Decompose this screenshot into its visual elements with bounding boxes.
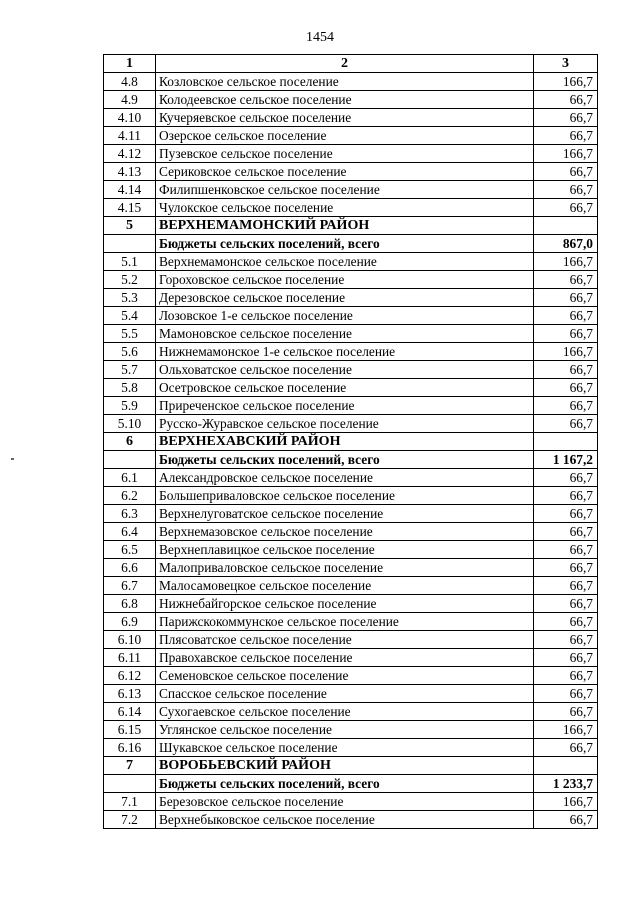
row-number: 4.9 — [104, 91, 156, 109]
row-number: 4.11 — [104, 127, 156, 145]
table-row — [104, 631, 598, 649]
row-number: 5.1 — [104, 253, 156, 271]
table-row — [104, 343, 598, 361]
settlement-name: Парижскокоммунское сельское поселение — [156, 613, 534, 631]
table-row — [104, 469, 598, 487]
table-row — [104, 523, 598, 541]
row-number: 6.8 — [104, 595, 156, 613]
settlement-name: Приреченское сельское поселение — [156, 397, 534, 415]
row-value: 66,7 — [534, 289, 598, 307]
total-value: 867,0 — [534, 235, 598, 253]
row-number: 5.2 — [104, 271, 156, 289]
table-row — [104, 685, 598, 703]
row-number: 6.7 — [104, 577, 156, 595]
row-value: 166,7 — [534, 145, 598, 163]
row-value: 66,7 — [534, 505, 598, 523]
settlement-name: Филипшенковское сельское поселение — [156, 181, 534, 199]
district-row — [104, 217, 598, 235]
settlement-name: Колодеевское сельское поселение — [156, 91, 534, 109]
row-number: 6.15 — [104, 721, 156, 739]
settlement-name: Нижнебайгорское сельское поселение — [156, 595, 534, 613]
row-value: 166,7 — [534, 343, 598, 361]
row-value: 66,7 — [534, 91, 598, 109]
table-row — [104, 811, 598, 829]
row-number: 7.2 — [104, 811, 156, 829]
row-value: 66,7 — [534, 199, 598, 217]
table-row — [104, 181, 598, 199]
row-number: 4.13 — [104, 163, 156, 181]
settlement-name: Ольховатское сельское поселение — [156, 361, 534, 379]
settlement-name: Кучеряевское сельское поселение — [156, 109, 534, 127]
row-value: 66,7 — [534, 649, 598, 667]
table-row — [104, 307, 598, 325]
table-row — [104, 541, 598, 559]
row-value: 66,7 — [534, 469, 598, 487]
table-row — [104, 721, 598, 739]
table-row — [104, 505, 598, 523]
table-row — [104, 289, 598, 307]
table-row — [104, 577, 598, 595]
row-number: 7.1 — [104, 793, 156, 811]
settlement-name: Пузевское сельское поселение — [156, 145, 534, 163]
settlement-name: Гороховское сельское поселение — [156, 271, 534, 289]
table-row — [104, 253, 598, 271]
settlement-name: Спасское сельское поселение — [156, 685, 534, 703]
row-value: 66,7 — [534, 613, 598, 631]
row-number: 4.15 — [104, 199, 156, 217]
table-row — [104, 613, 598, 631]
settlement-name: Углянское сельское поселение — [156, 721, 534, 739]
district-row — [104, 433, 598, 451]
settlement-name: Сериковское сельское поселение — [156, 163, 534, 181]
row-number — [104, 451, 156, 469]
settlement-name: Дерезовское сельское поселение — [156, 289, 534, 307]
table-body — [104, 55, 598, 829]
row-value: 66,7 — [534, 361, 598, 379]
table-row — [104, 595, 598, 613]
row-value: 66,7 — [534, 487, 598, 505]
row-value: 66,7 — [534, 181, 598, 199]
row-number: 5 — [104, 217, 156, 235]
budget-table — [103, 54, 598, 829]
settlement-name: Александровское сельское поселение — [156, 469, 534, 487]
table-row — [104, 397, 598, 415]
row-value — [534, 433, 598, 451]
row-number: 6.10 — [104, 631, 156, 649]
row-value: 166,7 — [534, 793, 598, 811]
scan-mark — [11, 458, 14, 460]
table-row — [104, 145, 598, 163]
row-value: 66,7 — [534, 127, 598, 145]
row-value: 66,7 — [534, 541, 598, 559]
row-number — [104, 775, 156, 793]
settlement-name: Большеприваловское сельское поселение — [156, 487, 534, 505]
table-row — [104, 163, 598, 181]
total-row — [104, 235, 598, 253]
total-value: 1 233,7 — [534, 775, 598, 793]
row-value: 66,7 — [534, 271, 598, 289]
row-value: 66,7 — [534, 559, 598, 577]
table-row — [104, 559, 598, 577]
row-number: 5.6 — [104, 343, 156, 361]
table-row — [104, 487, 598, 505]
row-value: 66,7 — [534, 685, 598, 703]
row-number: 6.14 — [104, 703, 156, 721]
row-number: 4.8 — [104, 73, 156, 91]
row-value: 66,7 — [534, 415, 598, 433]
row-number: 7 — [104, 757, 156, 775]
table-row — [104, 73, 598, 91]
row-number: 6.9 — [104, 613, 156, 631]
total-row — [104, 775, 598, 793]
table-row — [104, 649, 598, 667]
table-row — [104, 199, 598, 217]
district-name: ВЕРХНЕХАВСКИЙ РАЙОН — [156, 433, 534, 451]
table-row — [104, 271, 598, 289]
settlement-name: Козловское сельское поселение — [156, 73, 534, 91]
settlement-name: Малосамовецкое сельское поселение — [156, 577, 534, 595]
total-label: Бюджеты сельских поселений, всего — [156, 775, 534, 793]
row-number: 6.5 — [104, 541, 156, 559]
row-value: 66,7 — [534, 595, 598, 613]
row-number: 5.3 — [104, 289, 156, 307]
table-row — [104, 415, 598, 433]
settlement-name: Лозовское 1-е сельское поселение — [156, 307, 534, 325]
settlement-name: Малоприваловское сельское поселение — [156, 559, 534, 577]
settlement-name: Плясоватское сельское поселение — [156, 631, 534, 649]
header-col-name: 2 — [156, 55, 534, 73]
settlement-name: Семеновское сельское поселение — [156, 667, 534, 685]
settlement-name: Березовское сельское поселение — [156, 793, 534, 811]
row-number: 6.6 — [104, 559, 156, 577]
row-number: 5.10 — [104, 415, 156, 433]
row-number: 6.4 — [104, 523, 156, 541]
settlement-name: Верхнеплавицкое сельское поселение — [156, 541, 534, 559]
table-row — [104, 739, 598, 757]
row-value: 66,7 — [534, 523, 598, 541]
row-value: 66,7 — [534, 109, 598, 127]
total-label: Бюджеты сельских поселений, всего — [156, 451, 534, 469]
row-value: 66,7 — [534, 811, 598, 829]
row-number: 6.16 — [104, 739, 156, 757]
row-number: 6.3 — [104, 505, 156, 523]
row-number — [104, 235, 156, 253]
table-row — [104, 91, 598, 109]
table-row — [104, 127, 598, 145]
row-value: 66,7 — [534, 667, 598, 685]
row-number: 5.7 — [104, 361, 156, 379]
row-number: 6 — [104, 433, 156, 451]
table-row — [104, 793, 598, 811]
table-row — [104, 325, 598, 343]
row-number: 5.5 — [104, 325, 156, 343]
row-number: 6.13 — [104, 685, 156, 703]
total-row — [104, 451, 598, 469]
settlement-name: Верхнелуговатское сельское поселение — [156, 505, 534, 523]
table-row — [104, 379, 598, 397]
row-value — [534, 757, 598, 775]
row-number: 4.10 — [104, 109, 156, 127]
settlement-name: Осетровское сельское поселение — [156, 379, 534, 397]
table-row — [104, 667, 598, 685]
table-row — [104, 703, 598, 721]
total-label: Бюджеты сельских поселений, всего — [156, 235, 534, 253]
row-number: 6.11 — [104, 649, 156, 667]
district-row — [104, 757, 598, 775]
district-name: ВЕРХНЕМАМОНСКИЙ РАЙОН — [156, 217, 534, 235]
row-value: 66,7 — [534, 397, 598, 415]
settlement-name: Мамоновское сельское поселение — [156, 325, 534, 343]
settlement-name: Чулокское сельское поселение — [156, 199, 534, 217]
settlement-name: Верхнемазовское сельское поселение — [156, 523, 534, 541]
row-value — [534, 217, 598, 235]
row-value: 66,7 — [534, 163, 598, 181]
row-number: 6.1 — [104, 469, 156, 487]
total-value: 1 167,2 — [534, 451, 598, 469]
row-value: 66,7 — [534, 631, 598, 649]
row-number: 5.4 — [104, 307, 156, 325]
settlement-name: Сухогаевское сельское поселение — [156, 703, 534, 721]
row-value: 66,7 — [534, 325, 598, 343]
table-row — [104, 109, 598, 127]
settlement-name: Озерское сельское поселение — [156, 127, 534, 145]
settlement-name: Русско-Журавское сельское поселение — [156, 415, 534, 433]
district-name: ВОРОБЬЕВСКИЙ РАЙОН — [156, 757, 534, 775]
row-number: 6.12 — [104, 667, 156, 685]
row-number: 4.12 — [104, 145, 156, 163]
row-number: 6.2 — [104, 487, 156, 505]
table-row — [104, 361, 598, 379]
row-value: 66,7 — [534, 379, 598, 397]
settlement-name: Правохавское сельское поселение — [156, 649, 534, 667]
row-value: 66,7 — [534, 739, 598, 757]
header-col-number: 1 — [104, 55, 156, 73]
settlement-name: Верхнебыковское сельское поселение — [156, 811, 534, 829]
settlement-name: Шукавское сельское поселение — [156, 739, 534, 757]
row-value: 166,7 — [534, 73, 598, 91]
row-value: 166,7 — [534, 253, 598, 271]
settlement-name: Верхнемамонское сельское поселение — [156, 253, 534, 271]
settlement-name: Нижнемамонское 1-е сельское поселение — [156, 343, 534, 361]
row-value: 66,7 — [534, 703, 598, 721]
row-number: 4.14 — [104, 181, 156, 199]
row-value: 66,7 — [534, 577, 598, 595]
row-value: 66,7 — [534, 307, 598, 325]
header-col-value: 3 — [534, 55, 598, 73]
row-number: 5.9 — [104, 397, 156, 415]
header-row — [104, 55, 598, 73]
page-number: 1454 — [306, 30, 334, 45]
row-number: 5.8 — [104, 379, 156, 397]
row-value: 166,7 — [534, 721, 598, 739]
